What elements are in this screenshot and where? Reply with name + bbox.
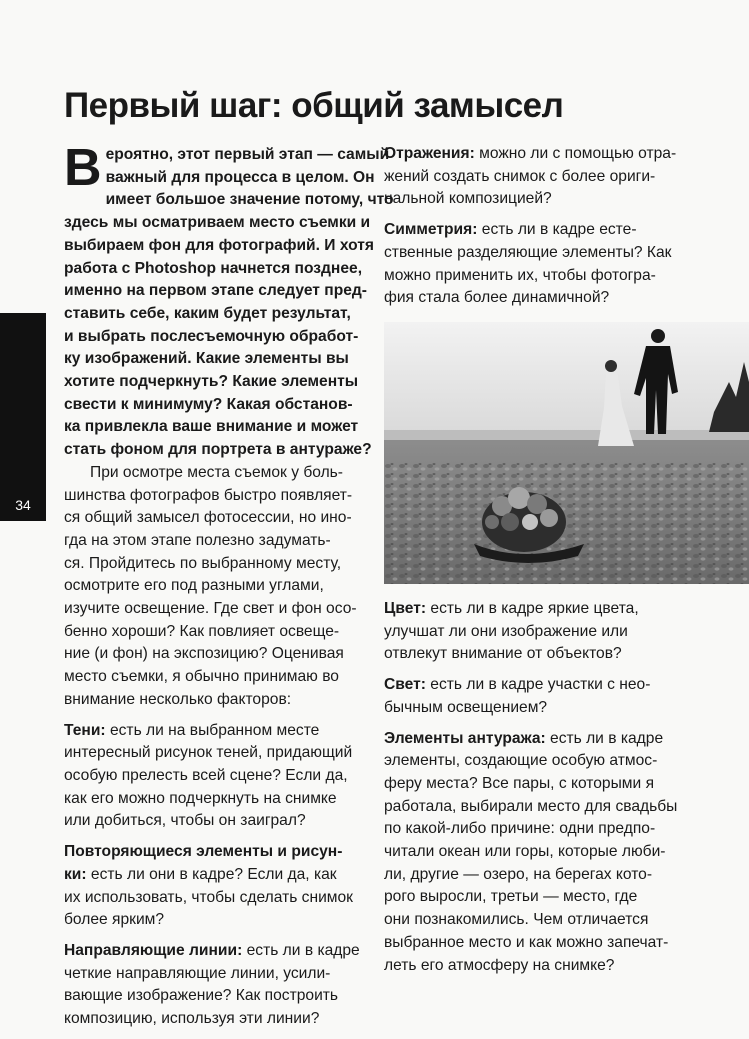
body-line: изучите освещение. Где свет и фон осо- (64, 600, 357, 618)
item-term: Отражения: (384, 145, 475, 162)
item-line: феру места? Все пары, с которыми я (384, 774, 655, 792)
item-color (384, 598, 709, 666)
body-line: шинства фотографов быстро появляет- (64, 486, 353, 504)
item-line: есть ли в кадре есте- (477, 221, 637, 239)
body-line: бенно хороши? Как повлияет освеще- (64, 622, 340, 640)
item-line: они познакомились. Чем отличается (384, 911, 649, 929)
intro-line: и выбрать послесъемочную обработ- (64, 327, 359, 345)
item-line: бычным освещением? (384, 698, 548, 716)
item-line: их использовать, чтобы сделать снимок (64, 888, 354, 906)
intro-line: важный для процесса в целом. Он (105, 168, 375, 186)
item-line: можно ли с помощью отра- (474, 145, 677, 162)
intro-line: именно на первом этапе следует пред- (64, 282, 367, 300)
body-line: внимание несколько факторов: (64, 690, 292, 708)
right-column-top (384, 143, 709, 318)
body-line: осмотрите его под разными углами, (64, 577, 324, 595)
body-line: ся общий замысел фотосессии, но ино- (64, 509, 352, 527)
item-line: ственные разделяющие элементы? Как (384, 243, 672, 261)
page-title: Первый шаг: общий замысел (64, 86, 564, 125)
side-tab (0, 313, 46, 521)
item-term: Цвет: (384, 600, 427, 617)
item-line: особую прелесть всей сцене? Если да, (64, 766, 348, 784)
item-line: жений создать снимок с более ориги- (384, 167, 656, 185)
item-term: Направляющие линии: (64, 941, 243, 959)
item-line: элементы, создающие особую атмос- (384, 752, 658, 770)
item-line: улучшат ли они изображение или (384, 622, 628, 640)
item-line: отвлекут внимание от объектов? (384, 645, 622, 663)
page-number: 34 (15, 497, 31, 513)
item-line: есть ли они в кадре? Если да, как (86, 865, 337, 883)
intro-line: стать фоном для портрета в антураже? (64, 441, 372, 459)
intro-line: ставить себе, каким будет результат, (64, 304, 351, 322)
item-line: выбранное место и как можно запечат- (384, 933, 669, 951)
body-line: При осмотре места съемок у боль- (90, 463, 343, 481)
body-line: ся. Пройдитесь по выбранному месту, (64, 554, 342, 572)
intro-line: здесь мы осматриваем место съемки и (64, 214, 371, 232)
item-line: как его можно подчеркнуть на снимке (64, 789, 337, 807)
item-line: или добиться, чтобы он заиграл? (64, 812, 306, 830)
item-reflections (384, 143, 709, 211)
intro-line: ку изображений. Какие элементы вы (64, 350, 349, 368)
item-light (384, 674, 709, 719)
item-leading-lines (64, 940, 369, 1031)
item-line: фия стала более динамичной? (384, 289, 610, 307)
item-line: рого выросли, третьи — место, где (384, 888, 638, 906)
intro-line: ка привлекла ваше внимание и может (64, 418, 359, 436)
intro-line: выбираем фон для фотографий. И хотя (64, 236, 375, 254)
body-paragraph (64, 462, 369, 712)
item-line: более ярким? (64, 911, 165, 929)
item-term: Свет: (384, 676, 426, 694)
intro-line: имеет большое значение потому, что (105, 191, 394, 209)
intro-paragraph (64, 139, 394, 462)
drop-cap: В (64, 139, 102, 197)
wedding-photo (384, 322, 749, 584)
intro-line: хотите подчеркнуть? Какие элементы (64, 373, 359, 391)
item-line: работала, выбирали место для свадьбы (384, 797, 678, 815)
body-line: ние (и фон) на экспозицию? Оценивая (64, 645, 344, 663)
item-line: можно применить их, чтобы фотогра- (384, 266, 656, 284)
item-surroundings (384, 728, 709, 978)
item-term: Тени: (64, 721, 106, 739)
item-symmetry (384, 219, 709, 310)
item-line: есть ли в кадре участки с нео- (425, 676, 651, 694)
left-column (64, 139, 394, 1039)
item-line: есть ли на выбранном месте (105, 721, 320, 739)
body-line: гда на этом этапе полезно задумать- (64, 531, 331, 549)
body-line: место съемки, я обычно принимаю во (64, 668, 339, 686)
item-line: есть ли в кадре яркие цвета, (426, 600, 639, 617)
item-line: вающие изображение? Как построить (64, 987, 339, 1005)
intro-line: свести к минимуму? Какая обстанов- (64, 395, 353, 413)
item-line: нальной композицией? (384, 190, 552, 208)
item-term: Симметрия: (384, 221, 478, 239)
item-shadows (64, 720, 369, 834)
item-line: есть ли в кадре (545, 729, 664, 747)
item-line: четкие направляющие линии, усили- (64, 964, 331, 982)
item-line: интересный рисунок теней, придающий (64, 744, 353, 762)
intro-line: работа с Photoshop начнется позднее, (64, 259, 363, 277)
item-term: ки: (64, 865, 87, 883)
wedding-photo-illustration (384, 322, 749, 584)
item-term: Элементы антуража: (384, 729, 546, 747)
item-line: ли, другие — озеро, на берегах кото- (384, 865, 653, 883)
item-line: читали океан или горы, которые люби- (384, 843, 666, 861)
item-line: есть ли в кадре (242, 941, 360, 959)
item-line: композицию, используя эти линии? (64, 1010, 320, 1028)
intro-line: ероятно, этот первый этап — самый (105, 146, 390, 163)
item-repeating-elements (64, 841, 369, 932)
right-column-bottom (384, 598, 709, 985)
item-term: Повторяющиеся элементы и рисун- (64, 843, 343, 861)
item-line: леть его атмосферу на снимке? (384, 956, 615, 974)
item-line: по какой-либо причине: одни предпо- (384, 820, 656, 838)
